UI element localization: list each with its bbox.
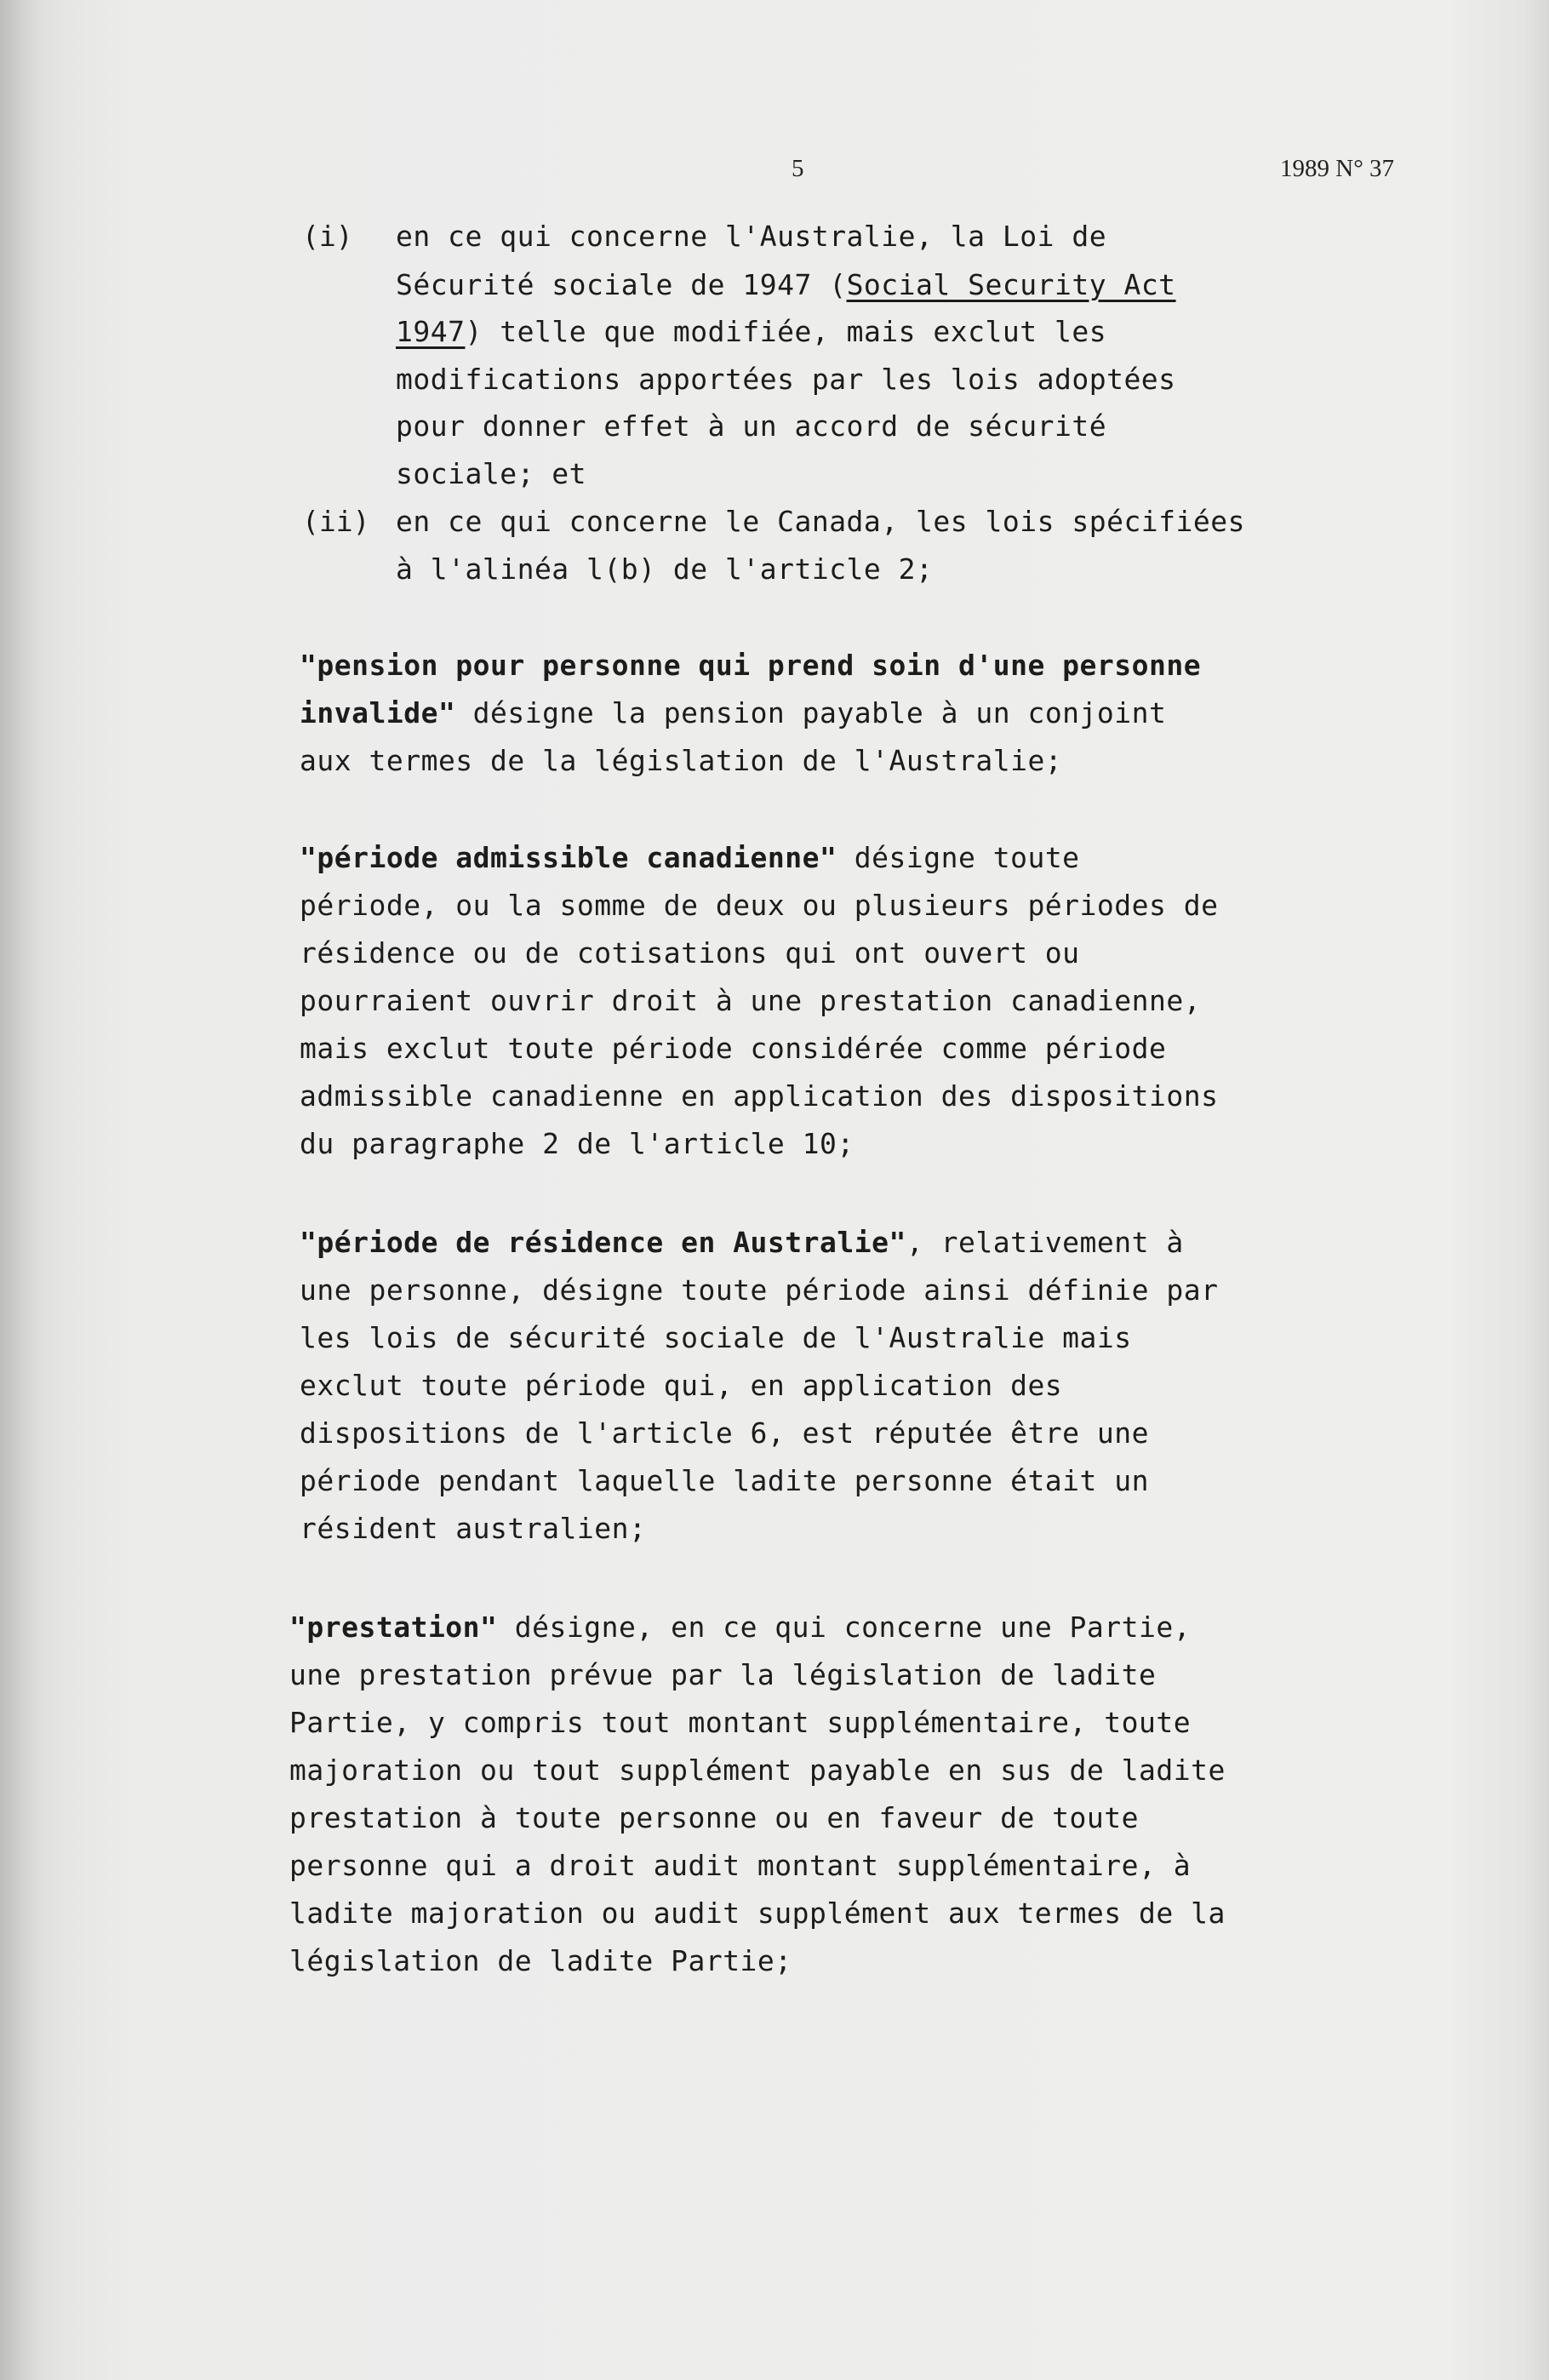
defined-term: "période de résidence en Australie" [300, 1226, 906, 1259]
item-i-line [396, 268, 1176, 302]
definition-line: ladite majoration ou audit supplément aux termes de la [289, 1897, 1226, 1930]
definition-line: prestation à toute personne ou en faveur de toute [289, 1801, 1140, 1834]
definition-line [300, 1226, 1184, 1260]
text-span: , relativement à [906, 1226, 1184, 1259]
defined-term: "période admissible canadienne" [300, 841, 837, 874]
item-i-marker: (i) [302, 220, 353, 253]
definition-line: personne qui a droit audit montant supplémentaire, à [289, 1849, 1192, 1882]
item-i-line [396, 315, 1106, 349]
definition-line: législation de ladite Partie; [289, 1944, 792, 1977]
item-i-line: en ce qui concerne l'Australie, la Loi de [396, 220, 1107, 253]
text-span: désigne, en ce qui concerne une Partie, [497, 1611, 1192, 1644]
definition-line [300, 696, 1166, 730]
definition-line: du paragraphe 2 de l'article 10; [300, 1127, 855, 1160]
defined-term: "pension pour personne qui prend soin d'une personne [300, 649, 1202, 682]
definition-line: majoration ou tout supplément payable en sus de ladite [289, 1754, 1226, 1787]
page-number: 5 [792, 155, 804, 182]
item-ii-line: à l'alinéa l(b) de l'article 2; [396, 552, 934, 586]
definition-line: Partie, y compris tout montant supplémentaire, toute [289, 1706, 1192, 1739]
definition-term [300, 649, 1201, 683]
definition-line [289, 1611, 1191, 1645]
text-span: désigne la pension payable à un conjoint [455, 696, 1167, 729]
text-span: désigne toute [837, 841, 1080, 874]
definition-line: pourraient ouvrir droit à une prestation canadienne, [300, 984, 1202, 1017]
item-i-line: sociale; et [396, 457, 587, 490]
definition-line: dispositions de l'article 6, est réputée être une [300, 1416, 1150, 1450]
definition-line: période, ou la somme de deux ou plusieurs périodes de [300, 889, 1219, 922]
definition-line: les lois de sécurité sociale de l'Australie mais [300, 1321, 1132, 1354]
definition-line: une prestation prévue par la législation de ladite [289, 1658, 1157, 1691]
definition-line [300, 841, 1080, 875]
definition-line: admissible canadienne en application des dispositions [300, 1079, 1219, 1113]
definition-line: exclut toute période qui, en application des [300, 1369, 1063, 1402]
underlined-title: Social Security Act [846, 268, 1176, 301]
text-span: Sécurité sociale de 1947 ( [396, 268, 847, 301]
definition-line: une personne, désigne toute période ainsi définie par [300, 1273, 1219, 1307]
item-ii-line: en ce qui concerne le Canada, les lois spécifiées [396, 505, 1246, 538]
defined-term: invalide" [300, 696, 456, 729]
definition-line: mais exclut toute période considérée comme période [300, 1032, 1167, 1065]
definition-line: période pendant laquelle ladite personne était un [300, 1464, 1150, 1497]
document-number: 1989 N° 37 [1280, 155, 1395, 182]
item-i-line: modifications apportées par les lois adoptées [396, 363, 1176, 396]
text-span: ) telle que modifiée, mais exclut les [465, 315, 1107, 348]
defined-term: "prestation" [289, 1611, 498, 1644]
definition-line: résident australien; [300, 1512, 647, 1545]
item-i-line: pour donner effet à un accord de sécurité [396, 409, 1107, 443]
definition-line: résidence ou de cotisations qui ont ouvert ou [300, 936, 1080, 970]
definition-line: aux termes de la législation de l'Australie; [300, 744, 1063, 777]
underlined-year: 1947 [396, 315, 466, 348]
item-ii-marker: (ii) [302, 505, 370, 538]
